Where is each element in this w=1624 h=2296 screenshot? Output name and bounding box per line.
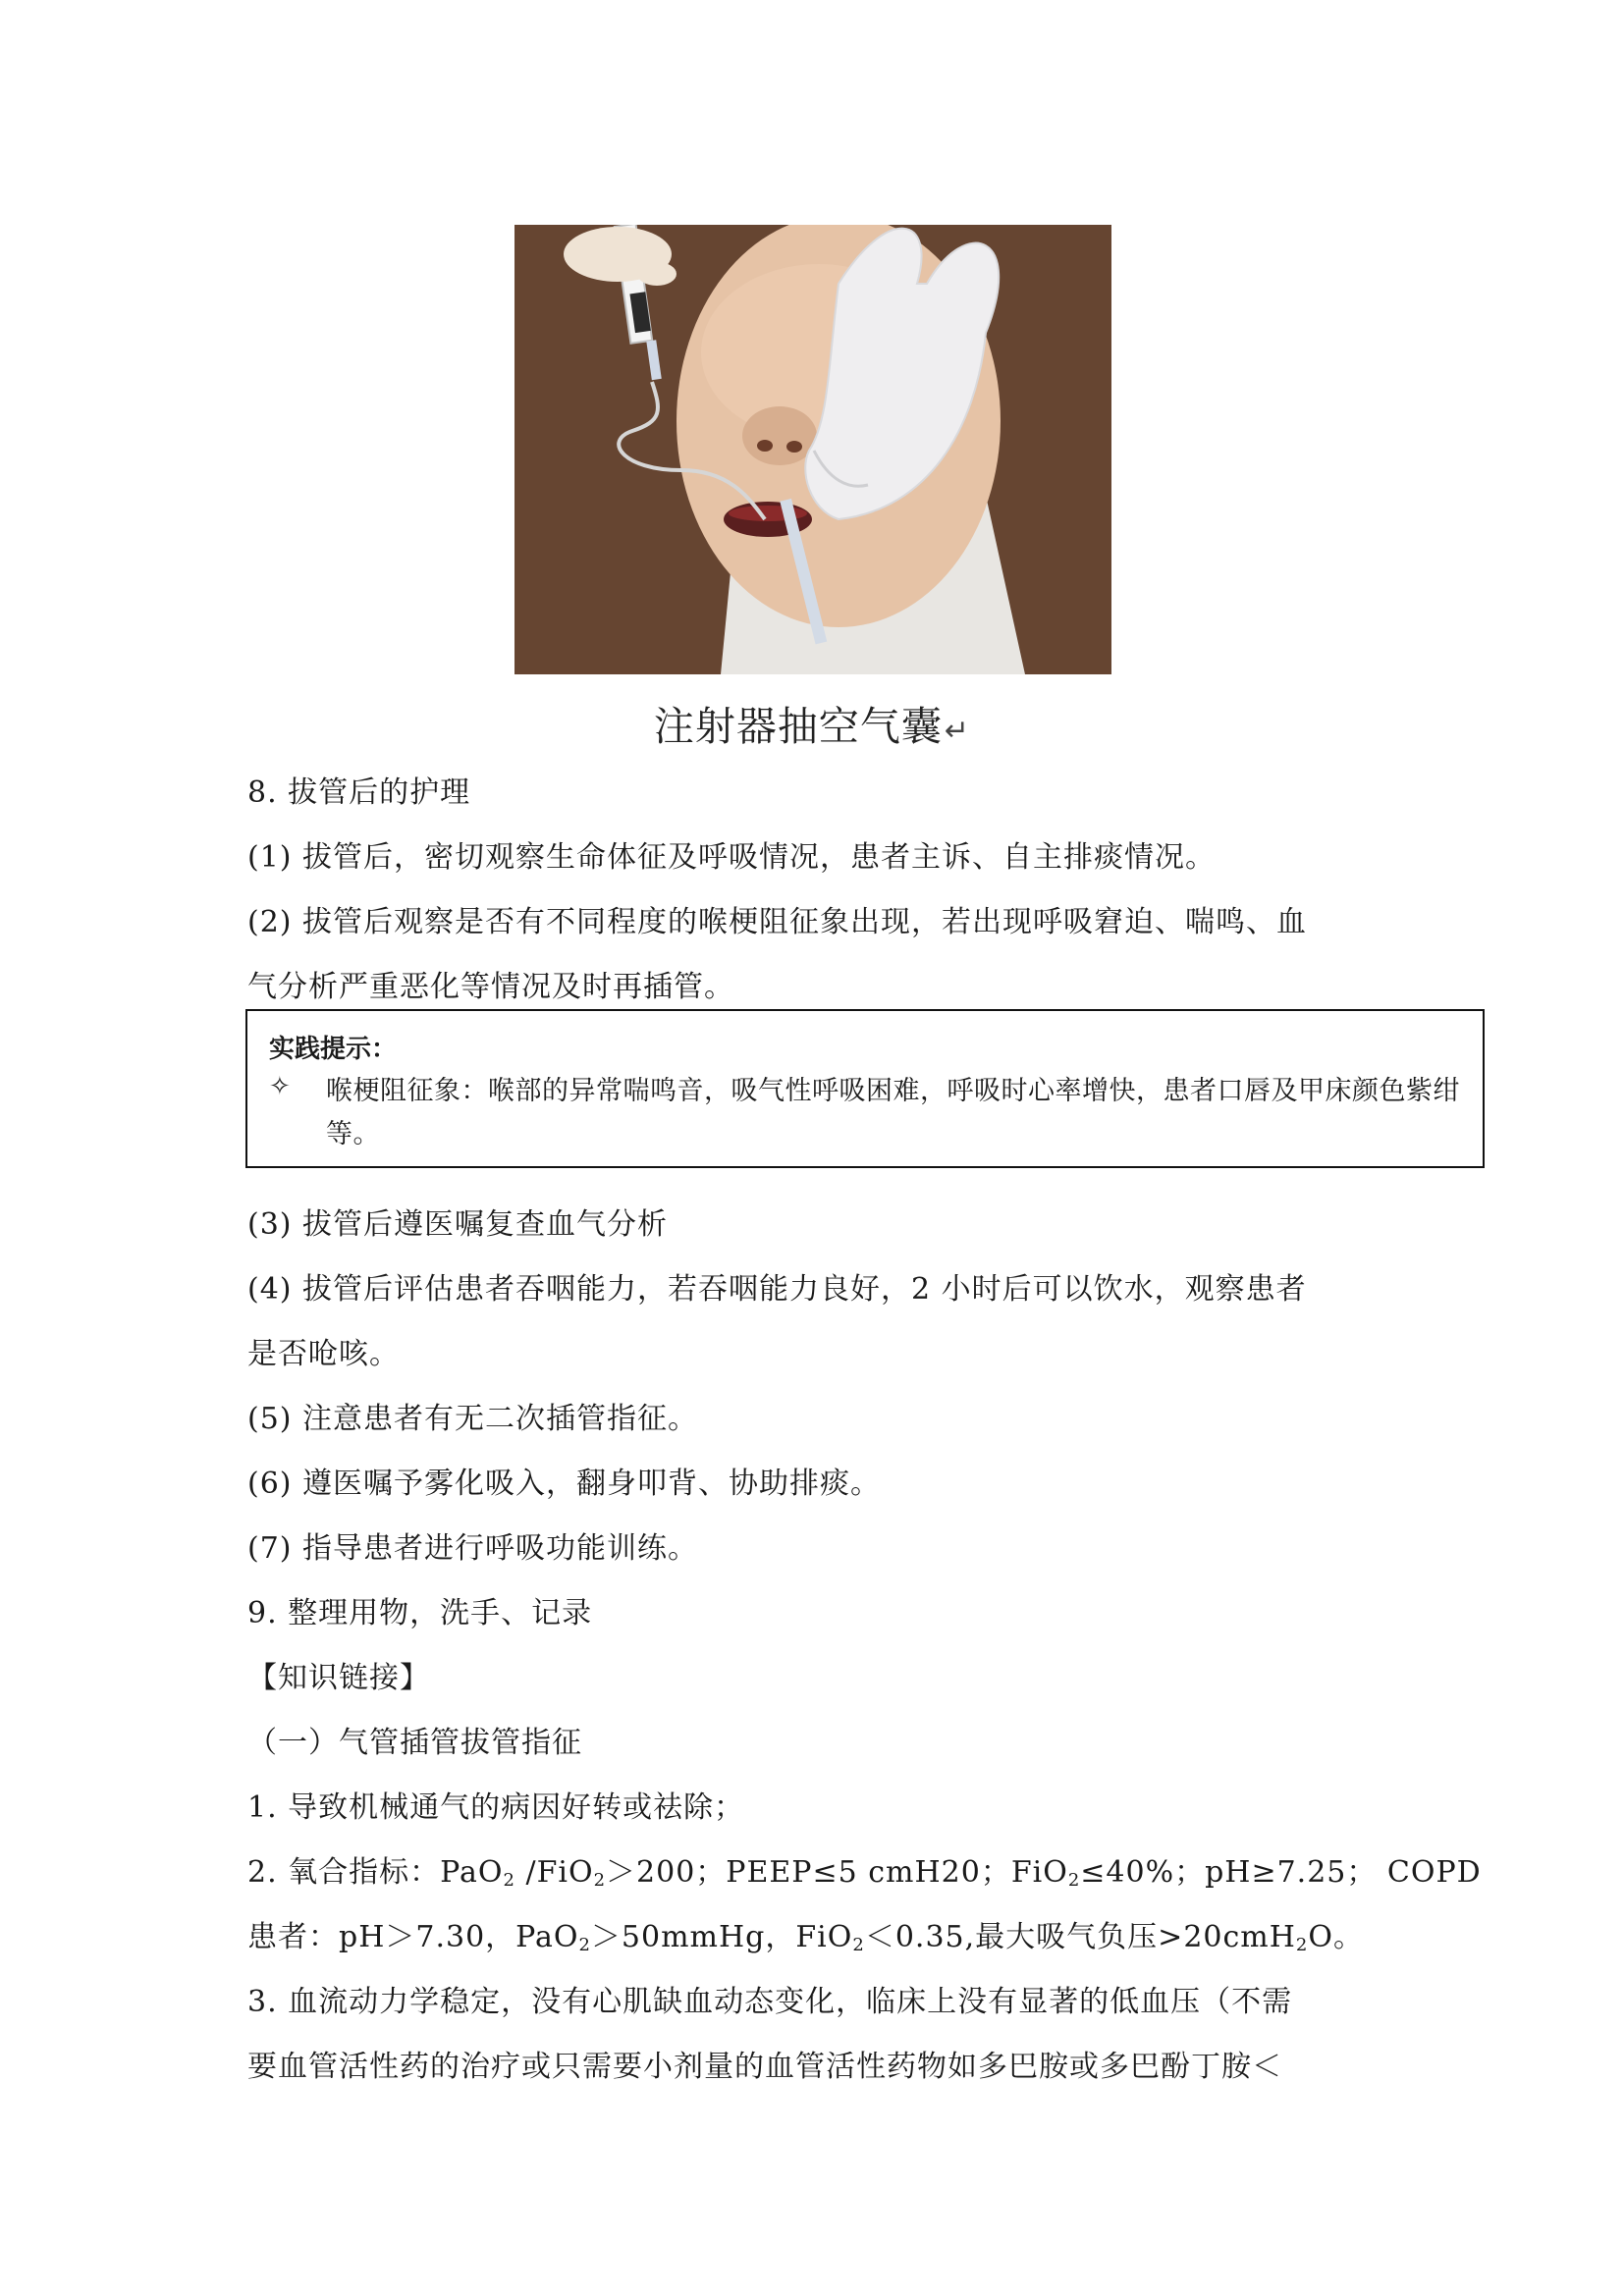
- indication-2-part: 2. 氧合指标：PaO: [247, 1855, 504, 1890]
- indication-2-cont: [247, 1912, 1364, 1955]
- indication-1: 1. 导致机械通气的病因好转或祛除；: [247, 1790, 745, 1825]
- list-item-4-cont: 是否呛咳。: [247, 1337, 400, 1371]
- indication-2-cont-part: 患者：pH＞7.30，PaO: [247, 1920, 579, 1954]
- indication-2: [247, 1847, 1482, 1891]
- subscript: 2: [503, 1870, 515, 1891]
- list-item-5: (5) 注意患者有无二次插管指征。: [247, 1402, 699, 1436]
- indication-3: 3. 血流动力学稳定，没有心肌缺血动态变化，临床上没有显著的低血压（不需: [247, 1985, 1293, 2019]
- section-heading-extubation-indications: （一）气管插管拔管指征: [247, 1726, 582, 1760]
- subscript: 2: [1067, 1870, 1081, 1891]
- heading-extubation-care: 8. 拔管后的护理: [247, 775, 471, 810]
- indication-2-cont-part: ＞50mmHg，FiO: [590, 1920, 853, 1954]
- subscript: 2: [852, 1935, 865, 1955]
- heading-tidy-up: 9. 整理用物，洗手、记录: [247, 1596, 593, 1630]
- subscript: 2: [578, 1935, 591, 1955]
- sparkle-bullet-icon: ✧: [269, 1072, 291, 1101]
- list-item-2: (2) 拔管后观察是否有不同程度的喉梗阻征象出现，若出现呼吸窘迫、喘鸣、血: [247, 905, 1308, 939]
- indication-2-cont-part: O。: [1308, 1920, 1364, 1954]
- subscript: 2: [1295, 1935, 1309, 1955]
- knowledge-link-heading: 【知识链接】: [247, 1661, 430, 1695]
- return-mark: ↵: [944, 714, 971, 748]
- caption-text: 注射器抽空气囊: [653, 703, 943, 750]
- photo-illustration: [514, 225, 1111, 674]
- indication-2-part: /FiO: [514, 1855, 594, 1890]
- figure-syringe-deflating-cuff: [514, 225, 1111, 674]
- figure-caption: [0, 694, 1624, 752]
- indication-2-part: ＞200；PEEP≤5 cmH20；FiO: [606, 1855, 1068, 1890]
- indication-2-part: ≤40%；pH≥7.25； COPD: [1080, 1855, 1482, 1890]
- practice-tip-box: [245, 1009, 1485, 1168]
- list-item-1: (1) 拔管后，密切观察生命体征及呼吸情况，患者主诉、自主排痰情况。: [247, 840, 1217, 875]
- list-item-4: (4) 拔管后评估患者吞咽能力，若吞咽能力良好，2 小时后可以饮水，观察患者: [247, 1272, 1307, 1307]
- list-item-6: (6) 遵医嘱予雾化吸入，翻身叩背、协助排痰。: [247, 1467, 882, 1501]
- list-item-3: (3) 拔管后遵医嘱复查血气分析: [247, 1207, 669, 1242]
- list-item-7: (7) 指导患者进行呼吸功能训练。: [247, 1531, 699, 1566]
- indication-2-cont-part: ＜0.35,最大吸气负压>20cmH: [864, 1920, 1296, 1954]
- tip-text: 喉梗阻征象：喉部的异常喘鸣音，吸气性呼吸困难，呼吸时心率增快，患者口唇及甲床颜色紫绀等。: [326, 1076, 1460, 1149]
- indication-3-cont: 要血管活性药的治疗或只需要小剂量的血管活性药物如多巴胺或多巴酚丁胺＜: [247, 2050, 1282, 2084]
- subscript: 2: [593, 1870, 607, 1891]
- list-item-2-cont: 气分析严重恶化等情况及时再插管。: [247, 970, 734, 1004]
- tip-title: 实践提示：: [269, 1035, 398, 1064]
